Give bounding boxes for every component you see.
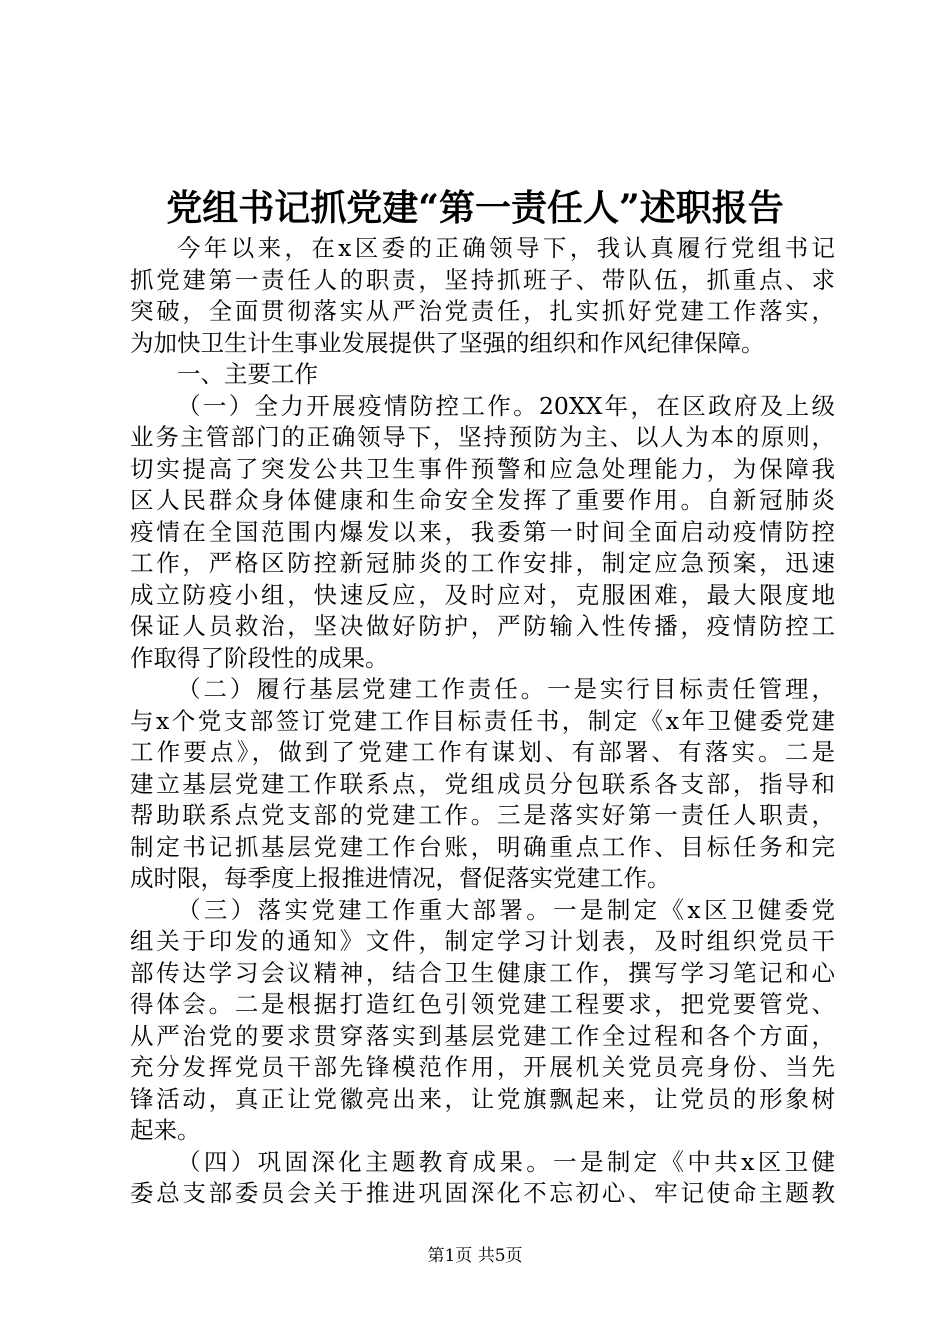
body-line: （一）全力开展疫情防控工作。20XX年，在区政府及上级 (177, 391, 835, 420)
body-line: 工作，严格区防控新冠肺炎的工作安排，制定应急预案，迅速 (130, 549, 835, 577)
body-line: 保证人员救治，坚决做好防护，严防输入性传播，疫情防控工 (130, 612, 835, 640)
body-line: 作取得了阶段性的成果。 (130, 643, 389, 672)
body-line: 组关于印发的通知》文件，制定学习计划表，及时组织党员干 (130, 927, 835, 955)
body-line: （四）巩固深化主题教育成果。一是制定《中共x区卫健 (177, 1147, 835, 1176)
body-line: 切实提高了突发公共卫生事件预警和应急处理能力，为保障我 (130, 454, 835, 483)
body-line: 起来。 (130, 1116, 201, 1144)
body-line: 为加快卫生计生事业发展提供了坚强的组织和作风纪律保障。 (130, 328, 765, 357)
body-line: 疫情在全国范围内爆发以来，我委第一时间全面启动疫情防控 (130, 517, 835, 546)
document-title: 党组书记抓党建“第一责任人”述职报告 (166, 187, 784, 229)
body-line: 抓党建第一责任人的职责，坚持抓班子、带队伍，抓重点、求 (130, 265, 835, 294)
body-line: 建立基层党建工作联系点，党组成员分包联系各支部，指导和 (130, 769, 835, 798)
body-line: 区人民群众身体健康和生命安全发挥了重要作用。自新冠肺炎 (130, 486, 835, 514)
body-line: 成立防疫小组，快速反应，及时应对，克服困难，最大限度地 (130, 580, 835, 609)
body-line: （二）履行基层党建工作责任。一是实行目标责任管理， (177, 675, 835, 703)
body-line: 帮助联系点党支部的党建工作。三是落实好第一责任人职责， (130, 801, 835, 829)
body-line: 部传达学习会议精神，结合卫生健康工作，撰写学习笔记和心 (130, 958, 835, 987)
body-line: 今年以来，在x区委的正确领导下，我认真履行党组书记 (177, 234, 835, 262)
body-line: 成时限，每季度上报推进情况，督促落实党建工作。 (130, 864, 671, 892)
document-body (130, 233, 835, 1210)
body-line: 突破，全面贯彻落实从严治党责任，扎实抓好党建工作落实， (130, 297, 835, 325)
body-line: 与x个党支部签订党建工作目标责任书，制定《x年卫健委党建 (130, 706, 835, 735)
body-line: 锋活动，真正让党徽亮出来，让党旗飘起来，让党员的形象树 (130, 1084, 835, 1113)
body-line: 制定书记抓基层党建工作台账，明确重点工作、目标任务和完 (130, 832, 835, 861)
page-footer: 第1页 共5页 (427, 1246, 523, 1266)
body-line: 业务主管部门的正确领导下，坚持预防为主、以人为本的原则， (130, 423, 835, 451)
body-line: 得体会。二是根据打造红色引领党建工程要求，把党要管党、 (130, 990, 835, 1018)
body-line: （三）落实党建工作重大部署。一是制定《x区卫健委党 (177, 895, 835, 924)
body-line: 充分发挥党员干部先锋模范作用，开展机关党员亮身份、当先 (130, 1053, 835, 1081)
body-line: 工作要点》，做到了党建工作有谋划、有部署、有落实。二是 (130, 738, 835, 766)
body-line: 委总支部委员会关于推进巩固深化不忘初心、牢记使命主题教 (130, 1179, 835, 1207)
body-line: 一、主要工作 (177, 360, 318, 388)
body-line: 从严治党的要求贯穿落实到基层党建工作全过程和各个方面， (130, 1021, 835, 1050)
